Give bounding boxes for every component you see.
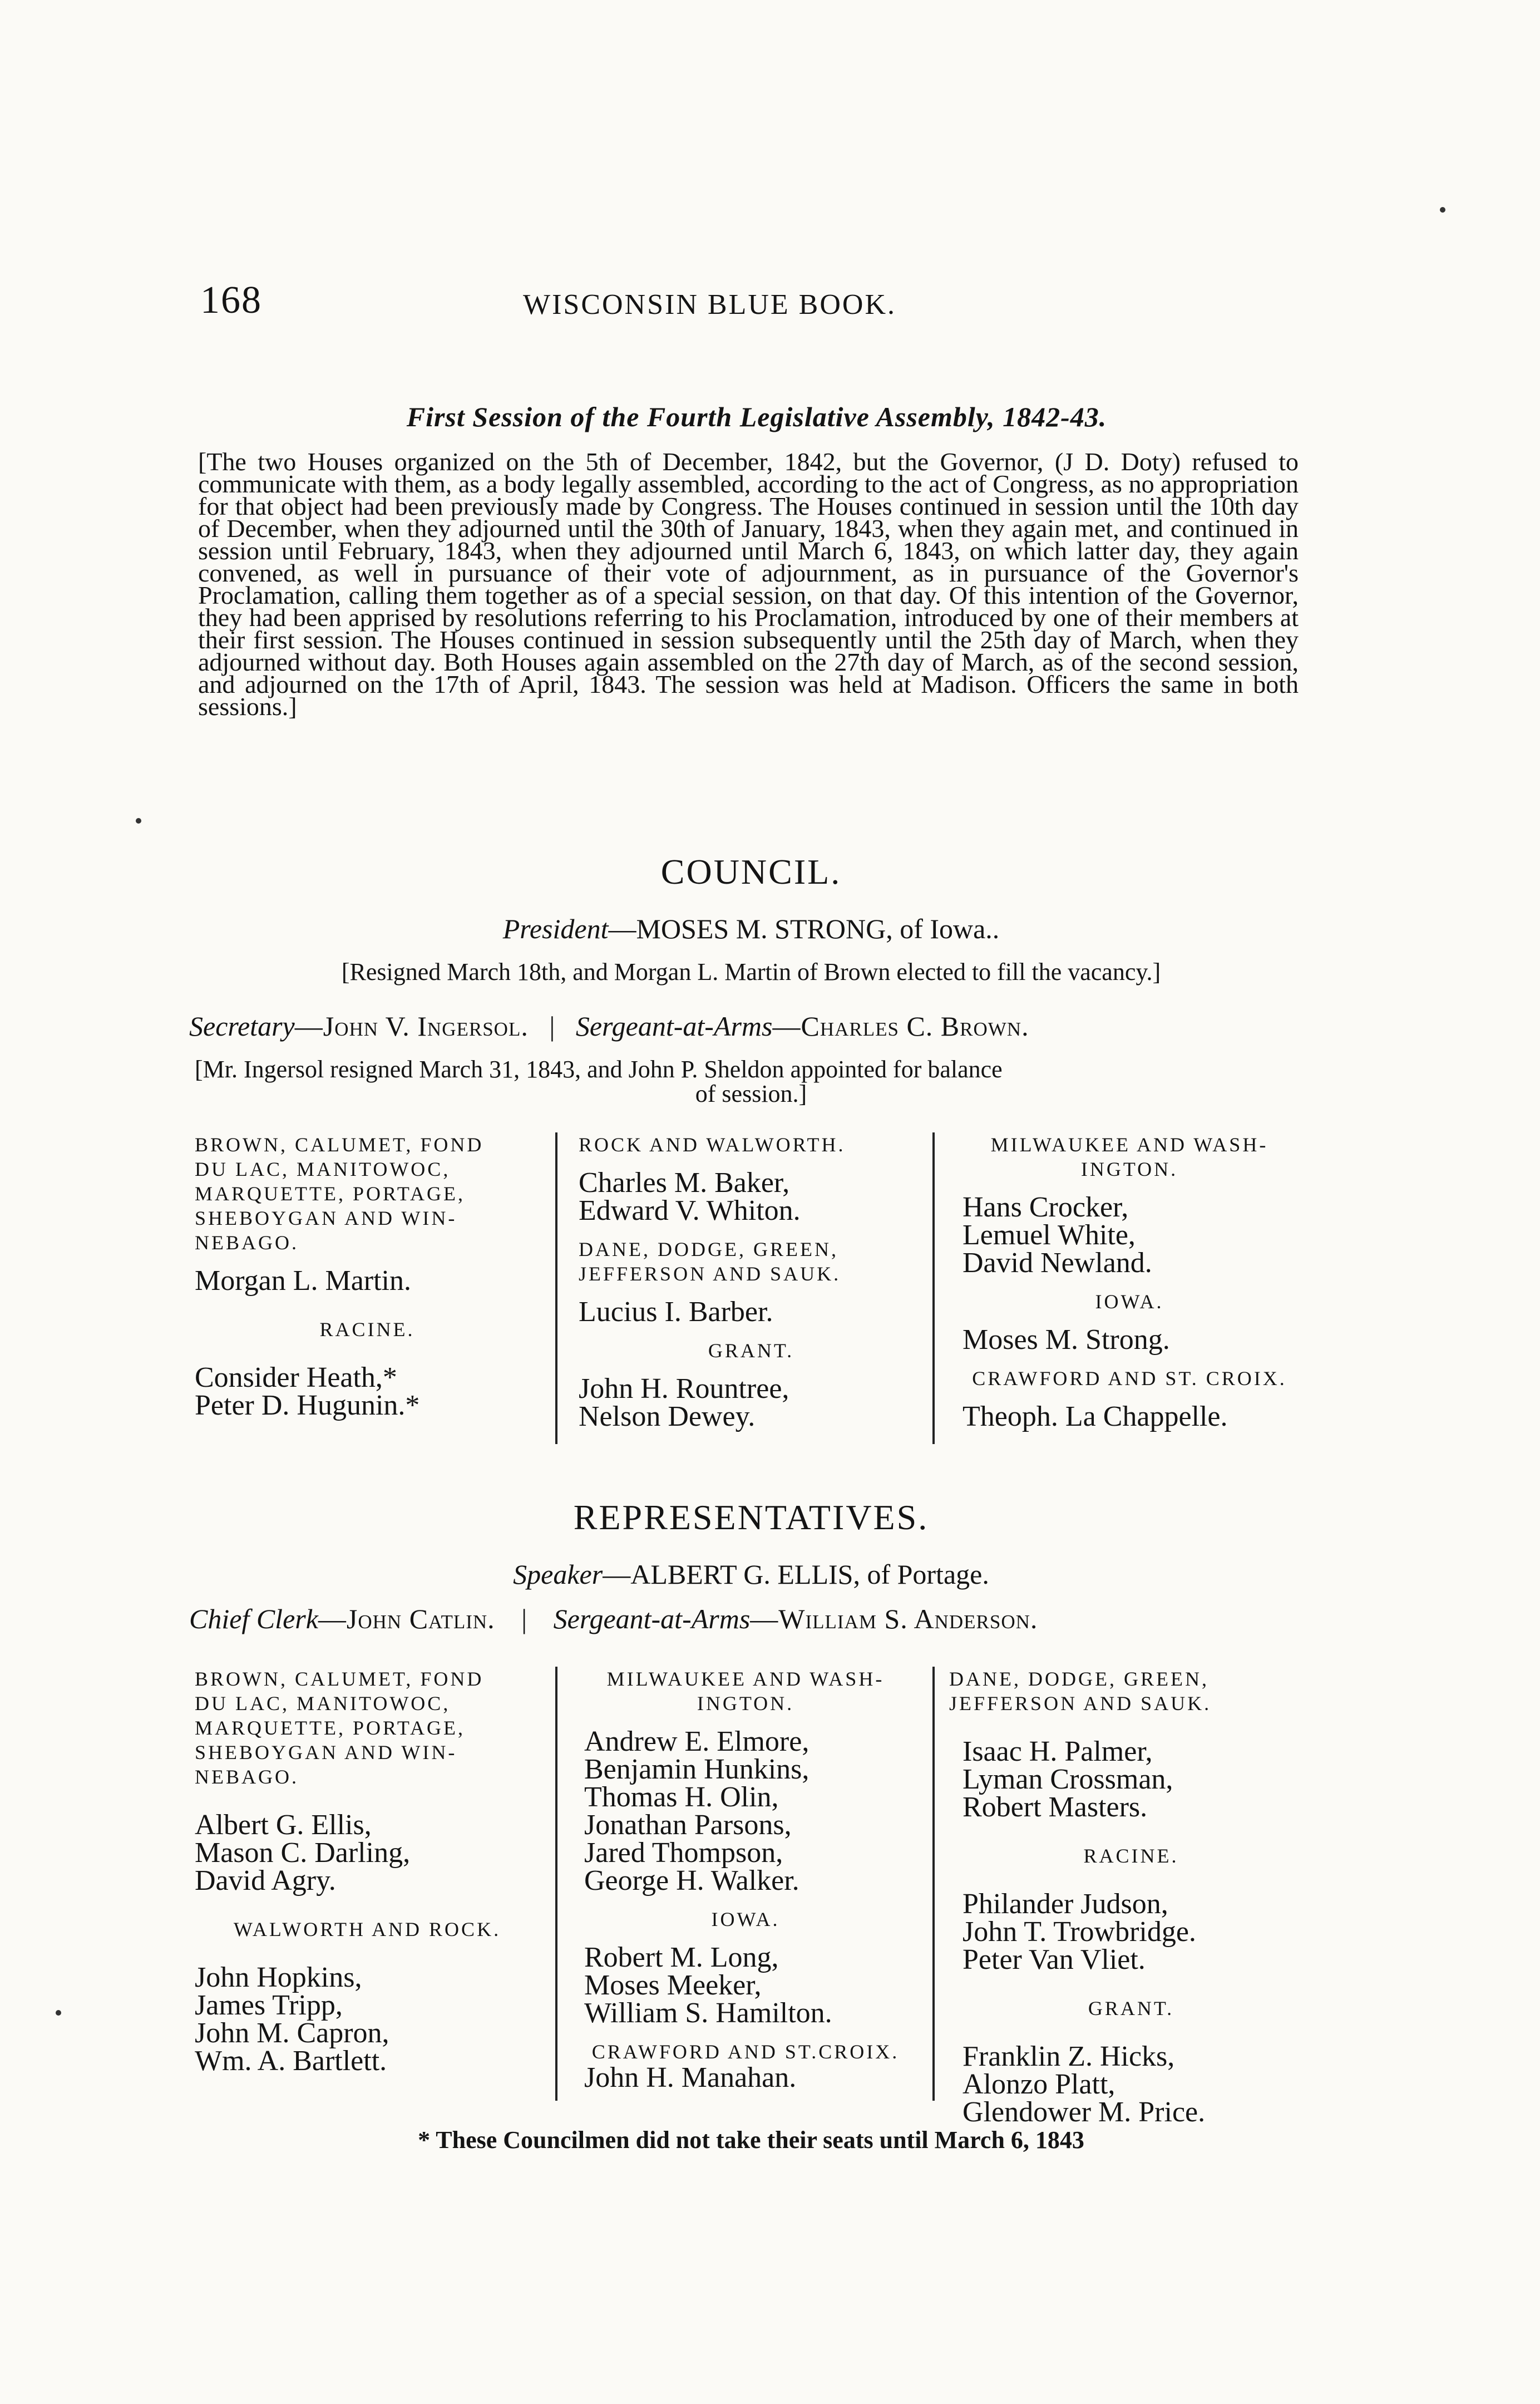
member-name: Charles M. Baker, bbox=[579, 1167, 790, 1199]
member-name: John T. Trowbridge. bbox=[962, 1916, 1196, 1948]
member-list bbox=[949, 2043, 1313, 2126]
member-name: Morgan L. Martin. bbox=[195, 1265, 411, 1297]
president-note: [Resigned March 18th, and Morgan L. Martin of Brown elected to fill the vacancy.] bbox=[341, 958, 1161, 986]
member-name: Philander Judson, bbox=[962, 1888, 1168, 1920]
member-name: Albert G. Ellis, bbox=[195, 1809, 372, 1841]
representatives-column-1 bbox=[195, 1667, 540, 2075]
member-name: Theoph. La Chappelle. bbox=[962, 1401, 1228, 1432]
column-rule bbox=[555, 1667, 557, 2101]
speaker-name: —ALBERT G. ELLIS, of Portage. bbox=[603, 1559, 989, 1590]
clerk-label: Chief Clerk bbox=[189, 1603, 318, 1634]
member-name: Robert M. Long, bbox=[584, 1942, 779, 1973]
representatives-heading: REPRESENTATIVES. bbox=[573, 1497, 929, 1537]
sergeant-name: —William S. Anderson. bbox=[750, 1603, 1038, 1634]
page-number: 168 bbox=[200, 279, 262, 322]
district-heading: BROWN, CALUMET, FOND DU LAC, MANITOWOC, MARQUETTE, PORTAGE, SHEBOYGAN AND WIN- NEBAGO. bbox=[195, 1668, 484, 1788]
district-heading: GRANT. bbox=[1088, 1997, 1174, 2019]
member-list bbox=[949, 1738, 1313, 1821]
paper-speck bbox=[136, 818, 141, 824]
member-name: Robert Masters. bbox=[962, 1791, 1148, 1823]
council-officers-line bbox=[189, 1010, 1313, 1042]
district-heading: DANE, DODGE, GREEN, JEFFERSON AND SAUK. bbox=[579, 1238, 841, 1285]
member-name: Peter Van Vliet. bbox=[962, 1944, 1146, 1976]
officer-separator: | bbox=[549, 1011, 555, 1042]
member-name: Jonathan Parsons, bbox=[584, 1809, 792, 1841]
sergeant-name: —Charles C. Brown. bbox=[772, 1011, 1029, 1042]
council-column-2 bbox=[579, 1132, 924, 1431]
member-name: Glendower M. Price. bbox=[962, 2096, 1206, 2128]
council-president-line bbox=[189, 913, 1313, 945]
member-name: John H. Rountree, bbox=[579, 1373, 789, 1405]
sergeant-label: Sergeant-at-Arms bbox=[553, 1603, 751, 1634]
member-name: Andrew E. Elmore, bbox=[584, 1726, 810, 1757]
district-heading: IOWA. bbox=[1095, 1290, 1164, 1313]
council-column-3 bbox=[946, 1132, 1313, 1431]
representatives-column-3 bbox=[949, 1667, 1313, 2126]
member-name: Thomas H. Olin, bbox=[584, 1781, 779, 1813]
column-rule bbox=[932, 1667, 935, 2101]
secretary-label: Secretary bbox=[189, 1011, 295, 1042]
district-heading: RACINE. bbox=[1083, 1845, 1179, 1867]
district-heading: IOWA. bbox=[711, 1908, 780, 1930]
column-rule bbox=[932, 1132, 935, 1444]
member-name: Moses Meeker, bbox=[584, 1969, 762, 2001]
column-rule bbox=[555, 1132, 557, 1444]
district-heading: MILWAUKEE AND WASH- INGTON. bbox=[990, 1134, 1268, 1180]
member-name: Isaac H. Palmer, bbox=[962, 1736, 1153, 1767]
member-name: Edward V. Whiton. bbox=[579, 1195, 801, 1226]
member-name: David Newland. bbox=[962, 1247, 1152, 1279]
president-label: President bbox=[502, 913, 609, 944]
district-heading: MILWAUKEE AND WASH- INGTON. bbox=[606, 1668, 885, 1715]
paper-speck bbox=[56, 2010, 61, 2016]
footnote: * These Councilmen did not take their seats until March 6, 1843 bbox=[418, 2126, 1084, 2154]
member-name: George H. Walker. bbox=[584, 1865, 799, 1896]
member-name: Moses M. Strong. bbox=[962, 1324, 1170, 1356]
representatives-column-2 bbox=[567, 1667, 924, 2092]
secretary-note-line-2: of session.] bbox=[695, 1080, 807, 1107]
member-name: David Agry. bbox=[195, 1865, 336, 1896]
member-name: John M. Capron, bbox=[195, 2017, 389, 2049]
member-name: Lucius I. Barber. bbox=[579, 1296, 773, 1328]
district-heading: GRANT. bbox=[708, 1339, 794, 1362]
council-column-1 bbox=[195, 1132, 540, 1420]
district-heading: BROWN, CALUMET, FOND DU LAC, MANITOWOC, MARQUETTE, PORTAGE, SHEBOYGAN AND WIN- NEBAGO. bbox=[195, 1134, 484, 1254]
district-heading: CRAWFORD AND ST. CROIX. bbox=[972, 1367, 1287, 1390]
running-head bbox=[200, 278, 1313, 328]
member-name: Mason C. Darling, bbox=[195, 1837, 411, 1869]
member-name: James Tripp, bbox=[195, 1989, 343, 2021]
secretary-name: —John V. Ingersol. bbox=[294, 1011, 529, 1042]
member-name: Alonzo Platt, bbox=[962, 2068, 1115, 2100]
representatives-officers-line bbox=[189, 1603, 1313, 1635]
district-heading: DANE, DODGE, GREEN, JEFFERSON AND SAUK. bbox=[949, 1668, 1212, 1715]
speaker-line bbox=[189, 1558, 1313, 1590]
clerk-name: —John Catlin. bbox=[318, 1603, 495, 1634]
member-name: Lemuel White, bbox=[962, 1219, 1136, 1251]
member-name: Nelson Dewey. bbox=[579, 1401, 756, 1432]
member-name: William S. Hamilton. bbox=[584, 1997, 832, 2029]
section-heading: First Session of the Fourth Legislative Assembly, 1842-43. bbox=[406, 401, 1107, 432]
book-title: WISCONSIN BLUE BOOK. bbox=[523, 289, 896, 321]
officer-separator: | bbox=[521, 1603, 527, 1634]
member-name: John H. Manahan. bbox=[584, 2062, 797, 2093]
intro-paragraph: [The two Houses organized on the 5th of December, 1842, but the Governor, (J D. Doty) refused to communicate with them, as a body legally assembled, according to the act of Congress, as no appropriation for that object had been previously made by Congress. The Houses continued in session until the 10th day of December, when they adjourned until the 30th of January, 1843, when they again met, and continued in session until February, 1843, when they adjourned until March 6, 1843, on which latter day, they again convened, as well in pursuance of their vote of adjournment, as in pursuance of the Governor's Proclamation, calling them together as of a special session, on that day. Of this intention of the Governor, they had been apprised by resolutions referring to his Proclamation, introduced by one of their members at their first session. The Houses continued in session subsequently until the 25th day of March, when they adjourned without day. Both Houses again assembled on the 27th day of March, as of the second session, and adjourned on the 17th of April, 1843. The session was held at Madison. Officers the same in both sessions.] bbox=[198, 447, 1299, 721]
member-name: Wm. A. Bartlett. bbox=[195, 2045, 387, 2077]
member-name: Benjamin Hunkins, bbox=[584, 1753, 810, 1785]
representatives-districts bbox=[195, 1667, 1313, 2128]
member-name: Jared Thompson, bbox=[584, 1837, 783, 1869]
council-districts bbox=[195, 1132, 1313, 1455]
district-heading: RACINE. bbox=[319, 1318, 415, 1341]
secretary-note-line-1: [Mr. Ingersol resigned March 31, 1843, and John P. Sheldon appointed for balance bbox=[195, 1056, 1003, 1083]
member-name: Hans Crocker, bbox=[962, 1191, 1129, 1223]
paper-speck bbox=[1440, 207, 1445, 213]
member-list bbox=[567, 1728, 924, 1895]
president-name: —MOSES M. STRONG, of Iowa.. bbox=[608, 913, 1000, 944]
member-name: Consider Heath,* bbox=[195, 1362, 397, 1393]
member-list bbox=[567, 1944, 924, 2027]
member-name: Franklin Z. Hicks, bbox=[962, 2041, 1175, 2072]
district-heading: CRAWFORD AND ST.CROIX. bbox=[591, 2041, 900, 2063]
member-name: Lyman Crossman, bbox=[962, 1763, 1173, 1795]
council-heading: COUNCIL. bbox=[660, 852, 842, 891]
sergeant-label: Sergeant-at-Arms bbox=[575, 1011, 773, 1042]
member-name: John Hopkins, bbox=[195, 1962, 362, 1993]
member-list bbox=[946, 1191, 1313, 1279]
member-name: Peter D. Hugunin.* bbox=[195, 1390, 420, 1421]
district-heading: WALWORTH AND ROCK. bbox=[233, 1918, 501, 1940]
speaker-label: Speaker bbox=[513, 1559, 603, 1590]
district-heading: ROCK AND WALWORTH. bbox=[579, 1134, 846, 1156]
member-list bbox=[949, 1890, 1313, 1974]
